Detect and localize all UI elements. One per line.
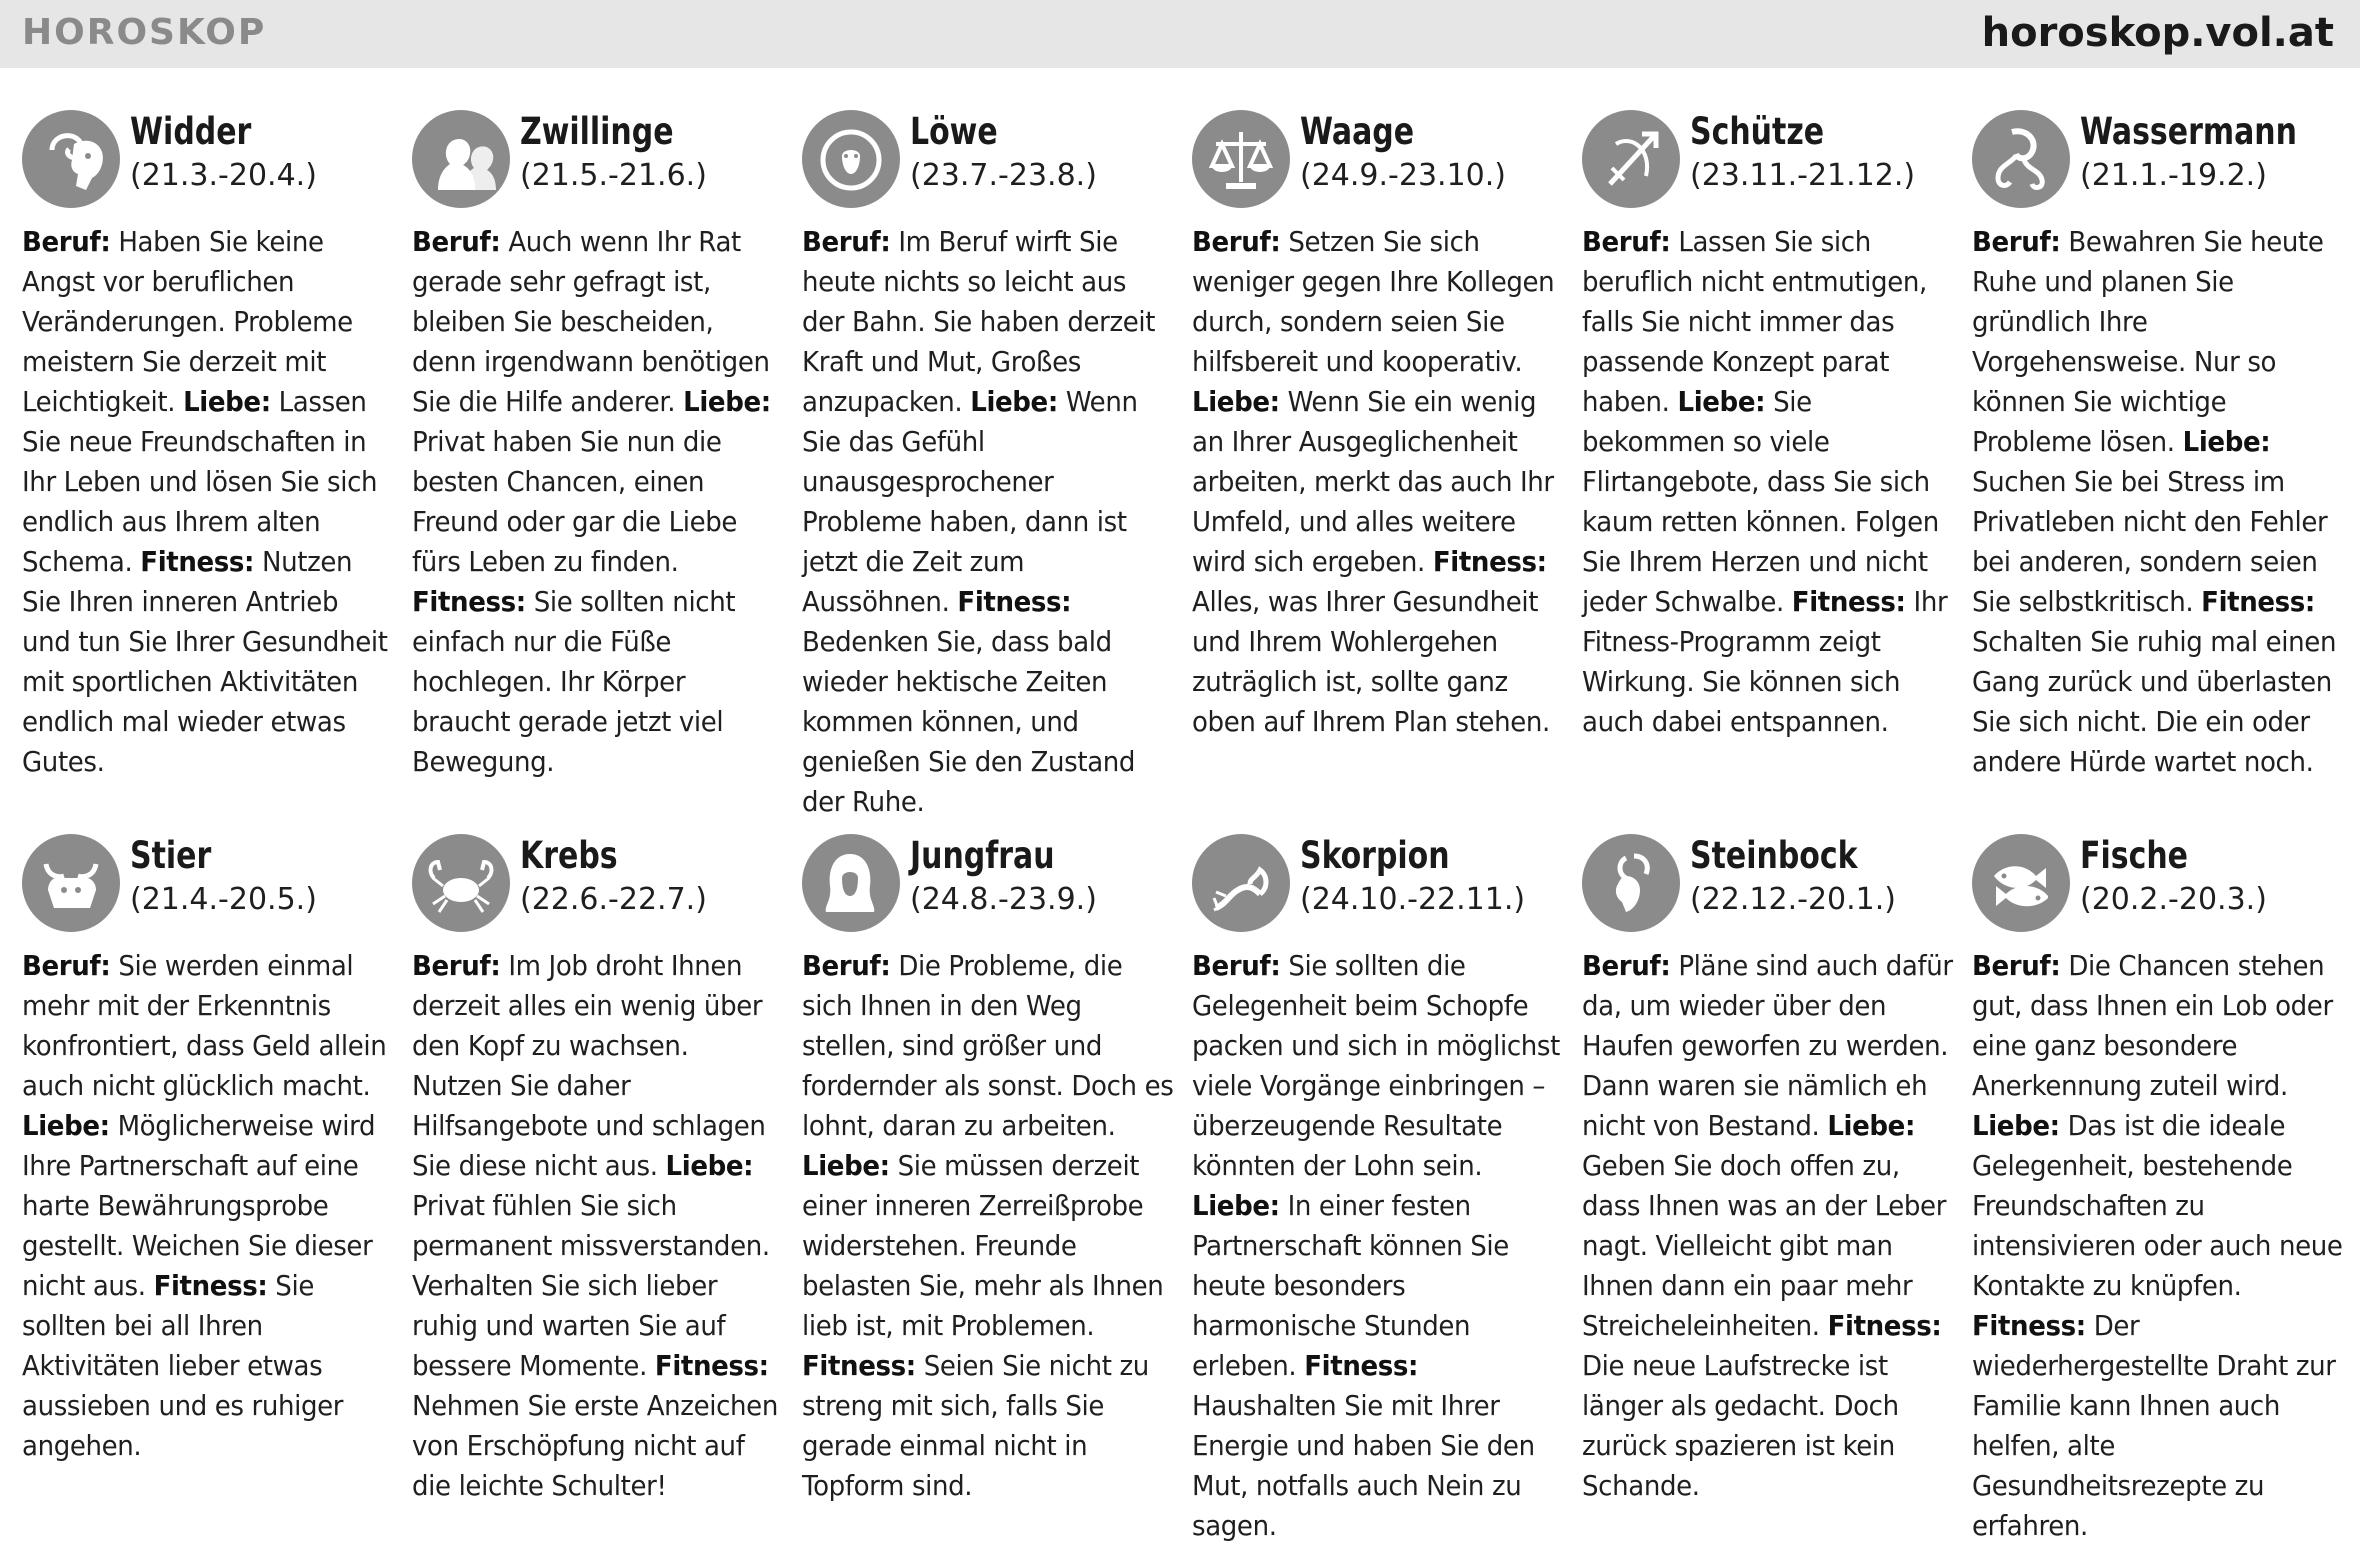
liebe-text: Das ist die ideale Gelegenheit, bestehende Freundschaften zu intensivieren oder auch neue Kontakte zu knüpfen. — [1972, 1109, 2343, 1302]
fish-icon — [1972, 834, 2070, 932]
beruf-label: Beruf: — [412, 949, 501, 982]
fitness-text: Schalten Sie ruhig mal einen Gang zurück und überlasten Sie sich nicht. Die ein oder andere Hürde wartet noch. — [1972, 625, 2337, 778]
sign-name: Fische — [2080, 834, 2188, 877]
beruf-label: Beruf: — [22, 225, 111, 258]
site-url[interactable]: horoskop.vol.at — [1981, 10, 2334, 56]
liebe-text: Privat haben Sie nun die besten Chancen, einen Freund oder gar die Liebe fürs Leben zu finden. — [412, 425, 738, 578]
sign-date-range: (22.12.-20.1.) — [1690, 882, 1896, 917]
liebe-text: Lassen Sie neue Freundschaften in Ihr Leben und lösen Sie sich endlich aus Ihrem alten Schema. — [22, 385, 378, 578]
beruf-text: Im Beruf wirft Sie heute nichts so leicht aus der Bahn. Sie haben derzeit Kraft und Mut, Großes anzupacken. — [802, 225, 1156, 418]
sign-date-range: (24.8.-23.9.) — [910, 882, 1097, 917]
horoscope-entry-jungfrau — [802, 824, 1174, 1506]
liebe-label: Liebe: — [1827, 1109, 1915, 1142]
liebe-label: Liebe: — [1192, 1189, 1280, 1222]
sign-date-range: (21.4.-20.5.) — [130, 882, 317, 917]
horoscope-entry-fische — [1972, 824, 2344, 1546]
liebe-text: Geben Sie doch offen zu, dass Ihnen was an der Leber nagt. Vielleicht gibt man Ihnen dann ein paar mehr Streicheleinheiten. — [1582, 1149, 1947, 1342]
sign-date-range: (20.2.-20.3.) — [2080, 882, 2267, 917]
sign-name: Waage — [1300, 110, 1415, 153]
sign-date-range: (21.1.-19.2.) — [2080, 158, 2267, 193]
entry-header — [1192, 824, 1564, 942]
fitness-text: Die neue Laufstrecke ist länger als gedacht. Doch zurück spazieren ist kein Schande. — [1582, 1349, 1899, 1502]
sign-name: Jungfrau — [910, 834, 1055, 877]
horoscope-text — [1972, 946, 2344, 1546]
maiden-icon — [802, 834, 900, 932]
beruf-label: Beruf: — [22, 949, 111, 982]
liebe-label: Liebe: — [2182, 425, 2271, 458]
horoscope-entry-schtze — [1582, 100, 1954, 742]
twins-icon — [412, 110, 510, 208]
crab-icon — [412, 834, 510, 932]
sign-name: Schütze — [1690, 110, 1825, 153]
fitness-text: Sie sollten nicht einfach nur die Füße hochlegen. Ihr Körper braucht gerade jetzt viel Bewegung. — [412, 585, 736, 778]
beruf-text: Lassen Sie sich beruflich nicht entmutigen, falls Sie nicht immer das passende Konzept parat haben. — [1582, 225, 1927, 418]
sign-name: Krebs — [520, 834, 618, 877]
beruf-text: Sie werden einmal mehr mit der Erkenntnis konfrontiert, dass Geld allein auch nicht glücklich macht. — [22, 949, 387, 1102]
horoscope-text — [22, 222, 394, 782]
sign-name: Löwe — [910, 110, 998, 153]
goat-icon — [1582, 834, 1680, 932]
section-title: HOROSKOP — [22, 12, 267, 53]
sign-name: Steinbock — [1690, 834, 1858, 877]
horoscope-entry-zwillinge — [412, 100, 784, 782]
liebe-label: Liebe: — [1677, 385, 1766, 418]
sign-name: Wassermann — [2080, 110, 2297, 153]
liebe-text: Wenn Sie ein wenig an Ihrer Ausgeglichenheit arbeiten, merkt das auch Ihr Umfeld, und alles weitere wird sich ergeben. — [1192, 385, 1554, 578]
beruf-text: Pläne sind auch dafür da, um wieder über den Haufen geworfen zu werden. Dann waren sie nämlich eh nicht von Bestand. — [1582, 949, 1953, 1142]
beruf-label: Beruf: — [1582, 225, 1671, 258]
fitness-label: Fitness: — [1304, 1349, 1419, 1382]
beruf-text: Auch wenn Ihr Rat gerade sehr gefragt ist, bleiben Sie bescheiden, denn irgendwann benötigen Sie die Hilfe anderer. — [412, 225, 770, 418]
beruf-label: Beruf: — [1972, 949, 2061, 982]
horoscope-text — [1192, 946, 1564, 1546]
beruf-label: Beruf: — [412, 225, 501, 258]
sign-date-range: (21.5.-21.6.) — [520, 158, 707, 193]
liebe-label: Liebe: — [683, 385, 771, 418]
fitness-label: Fitness: — [957, 585, 1072, 618]
entry-header — [1582, 824, 1954, 942]
beruf-label: Beruf: — [802, 949, 891, 982]
horoscope-text — [1972, 222, 2344, 782]
beruf-text: Die Chancen stehen gut, dass Ihnen ein Lob oder eine ganz besondere Anerkennung zuteil wird. — [1972, 949, 2333, 1102]
horoscope-text — [22, 946, 394, 1466]
scorpion-icon — [1192, 834, 1290, 932]
fitness-label: Fitness: — [1827, 1309, 1942, 1342]
bull-icon — [22, 834, 120, 932]
beruf-text: Setzen Sie sich weniger gegen Ihre Kollegen durch, sondern seien Sie hilfsbereit und kooperativ. — [1192, 225, 1555, 378]
fitness-label: Fitness: — [802, 1349, 916, 1382]
fitness-text: Bedenken Sie, dass bald wieder hektische Zeiten kommen können, und genießen Sie den Zustand der Ruhe. — [802, 625, 1136, 818]
entry-header — [22, 824, 394, 942]
fitness-label: Fitness: — [1432, 545, 1547, 578]
horoscope-entry-lwe — [802, 100, 1174, 822]
archer-icon — [1582, 110, 1680, 208]
entry-header — [1972, 824, 2344, 942]
liebe-text: Suchen Sie bei Stress im Privatleben nicht den Fehler bei anderen, sondern seien Sie selbstkritisch. — [1972, 465, 2328, 618]
liebe-label: Liebe: — [1192, 385, 1280, 418]
water-bearer-icon — [1972, 110, 2070, 208]
liebe-text: In einer festen Partnerschaft können Sie heute besonders harmonische Stunden erleben. — [1192, 1189, 1509, 1382]
page-header — [0, 0, 2360, 68]
fitness-label: Fitness: — [1972, 1309, 2086, 1342]
horoscope-text — [802, 946, 1174, 1506]
horoscope-entry-wassermann — [1972, 100, 2344, 782]
fitness-label: Fitness: — [2201, 585, 2315, 618]
sign-name: Widder — [130, 110, 252, 153]
beruf-label: Beruf: — [1192, 225, 1281, 258]
fitness-label: Fitness: — [412, 585, 526, 618]
horoscope-entry-steinbock — [1582, 824, 1954, 1506]
beruf-text: Bewahren Sie heute Ruhe und planen Sie gründlich Ihre Vorgehensweise. Nur so können Sie wichtige Probleme lösen. — [1972, 225, 2324, 458]
liebe-label: Liebe: — [1972, 1109, 2060, 1142]
liebe-label: Liebe: — [802, 1149, 890, 1182]
fitness-text: Nutzen Sie Ihren inneren Antrieb und tun Sie Ihrer Gesundheit mit sportlichen Aktivitäten endlich mal wieder etwas Gutes. — [22, 545, 388, 778]
fitness-text: Nehmen Sie erste Anzeichen von Erschöpfung nicht auf die leichte Schulter! — [412, 1389, 778, 1502]
sign-name: Stier — [130, 834, 212, 877]
fitness-text: Ihr Fitness-Programm zeigt Wirkung. Sie können sich auch dabei entspannen. — [1582, 585, 1948, 738]
horoscope-entry-widder — [22, 100, 394, 782]
scales-icon — [1192, 110, 1290, 208]
horoscope-entry-waage — [1192, 100, 1564, 742]
beruf-label: Beruf: — [1582, 949, 1671, 982]
beruf-text: Die Probleme, die sich Ihnen in den Weg stellen, sind größer und fordernder als sonst. Doch es lohnt, daran zu arbeiten. — [802, 949, 1174, 1142]
entry-header — [412, 824, 784, 942]
horoscope-entry-stier — [22, 824, 394, 1466]
horoscope-entry-krebs — [412, 824, 784, 1506]
fitness-text: Haushalten Sie mit Ihrer Energie und haben Sie den Mut, notfalls auch Nein zu sagen. — [1192, 1389, 1535, 1542]
fitness-label: Fitness: — [1791, 585, 1906, 618]
entry-header — [1192, 100, 1564, 218]
horoscope-text — [1582, 222, 1954, 742]
sign-date-range: (24.10.-22.11.) — [1300, 882, 1526, 917]
lion-icon — [802, 110, 900, 208]
sign-date-range: (23.11.-21.12.) — [1690, 158, 1916, 193]
horoscope-text — [412, 222, 784, 782]
liebe-text: Sie müssen derzeit einer inneren Zerreißprobe widerstehen. Freunde belasten Sie, mehr als Ihnen lieb ist, mit Problemen. — [802, 1149, 1164, 1342]
horoscope-text — [1192, 222, 1564, 742]
sign-name: Skorpion — [1300, 834, 1450, 877]
entry-header — [802, 824, 1174, 942]
liebe-label: Liebe: — [183, 385, 271, 418]
entry-header — [412, 100, 784, 218]
fitness-text: Der wiederhergestellte Draht zur Familie kann Ihnen auch helfen, alte Gesundheitsrezepte zu erfahren. — [1972, 1309, 2336, 1542]
beruf-label: Beruf: — [1972, 225, 2061, 258]
sign-name: Zwillinge — [520, 110, 674, 153]
liebe-label: Liebe: — [665, 1149, 754, 1182]
entry-header — [1972, 100, 2344, 218]
horoscope-text — [412, 946, 784, 1506]
liebe-text: Sie bekommen so viele Flirtangebote, dass Sie sich kaum retten können. Folgen Sie Ihrem Herzen und nicht jeder Schwalbe. — [1582, 385, 1939, 618]
liebe-label: Liebe: — [970, 385, 1058, 418]
sign-date-range: (22.6.-22.7.) — [520, 882, 707, 917]
fitness-text: Sie sollten bei all Ihren Aktivitäten lieber etwas aussieben und es ruhiger angehen. — [22, 1269, 344, 1462]
beruf-text: Sie sollten die Gelegenheit beim Schopfe packen und sich in möglichst viele Vorgänge einbringen – überzeugende Resultate könnten der Lohn sein. — [1192, 949, 1560, 1182]
liebe-text: Wenn Sie das Gefühl unausgesprochener Probleme haben, dann ist jetzt die Zeit zum Aussöhnen. — [802, 385, 1138, 618]
fitness-text: Alles, was Ihrer Gesundheit und Ihrem Wohlergehen zuträglich ist, sollte ganz oben auf Ihrem Plan stehen. — [1192, 585, 1550, 738]
fitness-label: Fitness: — [140, 545, 255, 578]
sign-date-range: (23.7.-23.8.) — [910, 158, 1097, 193]
entry-header — [22, 100, 394, 218]
beruf-text: Im Job droht Ihnen derzeit alles ein wenig über den Kopf zu wachsen. Nutzen Sie daher Hilfsangebote und schlagen Sie diese nicht aus. — [412, 949, 766, 1182]
beruf-text: Haben Sie keine Angst vor beruflichen Veränderungen. Probleme meistern Sie derzeit mit Leichtigkeit. — [22, 225, 353, 418]
sign-date-range: (24.9.-23.10.) — [1300, 158, 1506, 193]
horoscope-text — [1582, 946, 1954, 1506]
horoscope-entry-skorpion — [1192, 824, 1564, 1546]
fitness-text: Seien Sie nicht zu streng mit sich, falls Sie gerade einmal nicht in Topform sind. — [802, 1349, 1149, 1502]
beruf-label: Beruf: — [1192, 949, 1281, 982]
fitness-label: Fitness: — [153, 1269, 268, 1302]
entry-header — [802, 100, 1174, 218]
liebe-text: Privat fühlen Sie sich permanent missverstanden. Verhalten Sie sich lieber ruhig und warten Sie auf bessere Momente. — [412, 1189, 770, 1382]
horoscope-text — [802, 222, 1174, 822]
fitness-label: Fitness: — [654, 1349, 769, 1382]
entry-header — [1582, 100, 1954, 218]
liebe-label: Liebe: — [22, 1109, 110, 1142]
liebe-text: Möglicherweise wird Ihre Partnerschaft auf eine harte Bewährungsprobe gestellt. Weichen Sie dieser nicht aus. — [22, 1109, 376, 1302]
ram-icon — [22, 110, 120, 208]
beruf-label: Beruf: — [802, 225, 891, 258]
sign-date-range: (21.3.-20.4.) — [130, 158, 317, 193]
